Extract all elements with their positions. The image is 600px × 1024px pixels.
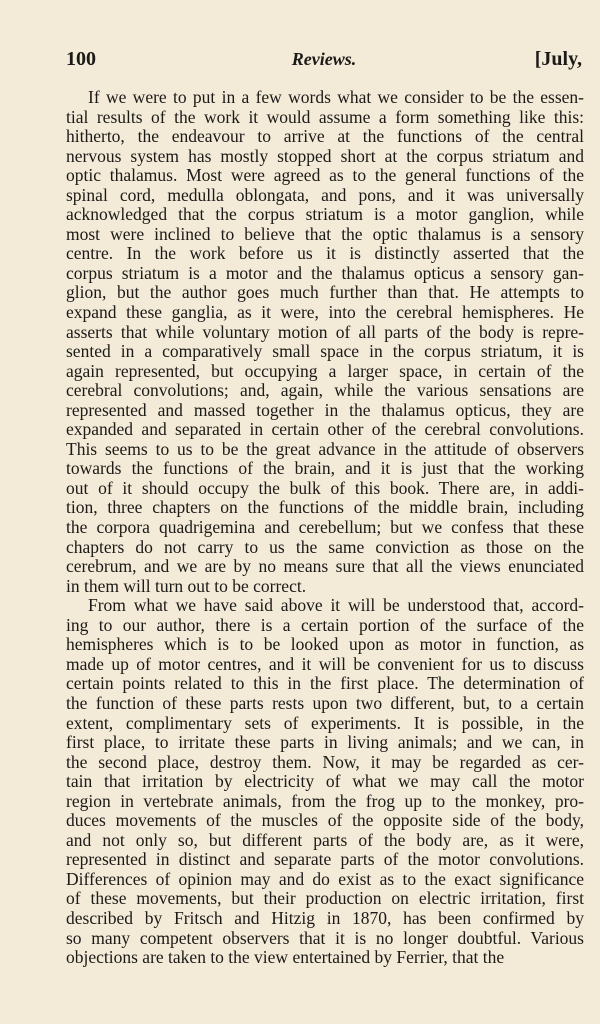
- text-line: represented in distinct and separate parts of the motor convolutions.: [66, 849, 584, 870]
- text-line: cerebral convolutions; and, again, while the various sensations are: [66, 380, 584, 401]
- text-line: again represented, but occupying a larger space, in certain of the: [66, 360, 584, 381]
- text-line: hemispheres which is to be looked upon as motor in function, as: [66, 634, 584, 655]
- text-line: centre. In the work before us it is distinctly asserted that the: [66, 243, 584, 264]
- paragraph: [66, 88, 584, 596]
- text-line: duces movements of the muscles of the opposite side of the body,: [66, 810, 584, 831]
- issue-date: [July,: [534, 48, 582, 70]
- text-line: and not only so, but different parts of the body are, as it were,: [66, 829, 584, 850]
- text-line: of these movements, but their production on electric irritation, first: [66, 888, 584, 909]
- text-line: so many competent observers that it is no longer doubtful. Various: [66, 927, 584, 948]
- text-line: ing to our author, there is a certain portion of the surface of the: [66, 614, 584, 635]
- text-line: represented and massed together in the thalamus opticus, they are: [66, 399, 584, 420]
- page-body: [66, 88, 584, 968]
- text-line: From what we have said above it will be understood that, accord-: [88, 595, 584, 616]
- text-line: acknowledged that the corpus striatum is a motor ganglion, while: [66, 204, 584, 225]
- text-line: asserts that while voluntary motion of all parts of the body is repre-: [66, 321, 584, 342]
- running-title: Reviews.: [291, 49, 357, 69]
- text-line: made up of motor centres, and it will be convenient for us to discuss: [66, 653, 584, 674]
- text-line: glion, but the author goes much further than that. He attempts to: [66, 282, 584, 303]
- text-line: chapters do not carry to us the same conviction as those on the: [66, 536, 584, 557]
- text-line: described by Fritsch and Hitzig in 1870, has been confirmed by: [66, 907, 584, 928]
- text-line: region in vertebrate animals, from the frog up to the monkey, pro-: [66, 790, 584, 811]
- text-line: If we were to put in a few words what we consider to be the essen-: [88, 87, 584, 107]
- text-line: nervous system has mostly stopped short at the corpus striatum and: [66, 145, 584, 166]
- text-line: certain points related to this in the first place. The determination of: [66, 673, 584, 694]
- text-line: the second place, destroy them. Now, it may be regarded as cer-: [66, 751, 584, 772]
- text-line: in them will turn out to be correct.: [66, 575, 307, 596]
- text-line: sented in a comparatively small space in the corpus striatum, it is: [66, 341, 584, 362]
- text-line: expanded and separated in certain other of the cerebral convolutions.: [66, 419, 584, 440]
- paragraph: [66, 596, 584, 967]
- text-line: objections are taken to the view entertained by Ferrier, that the: [66, 947, 505, 968]
- text-line: tion, three chapters on the functions of the middle brain, including: [66, 497, 584, 518]
- page-header: [66, 48, 582, 74]
- text-line: tain that irritation by electricity of what we may call the motor: [66, 771, 584, 792]
- text-line: most were inclined to believe that the optic thalamus is a sensory: [66, 223, 584, 244]
- text-line: corpus striatum is a motor and the thalamus opticus a sensory gan-: [66, 262, 584, 283]
- text-line: spinal cord, medulla oblongata, and pons, and it was universally: [66, 184, 584, 205]
- text-line: extent, complimentary sets of experiments. It is possible, in the: [66, 712, 584, 733]
- text-line: expand these ganglia, as it were, into the cerebral hemispheres. He: [66, 302, 584, 323]
- text-line: towards the functions of the brain, and it is just that the working: [66, 458, 584, 479]
- text-line: This seems to us to be the great advance in the attitude of observers: [66, 438, 584, 459]
- text-line: tial results of the work it would assume a form something like this:: [66, 106, 584, 127]
- text-line: cerebrum, and we are by no means sure that all the views enunciated: [66, 556, 584, 577]
- text-line: hitherto, the endeavour to arrive at the functions of the central: [66, 126, 584, 147]
- text-line: the corpora quadrigemina and cerebellum; but we confess that these: [66, 517, 584, 538]
- text-line: first place, to irritate these parts in living animals; and we can, in: [66, 732, 584, 753]
- text-line: out of it should occupy the bulk of this book. There are, in addi-: [66, 477, 584, 498]
- page-number: 100: [66, 48, 96, 70]
- text-line: the function of these parts rests upon two different, but, to a certain: [66, 692, 584, 713]
- text-line: Differences of opinion may and do exist as to the exact significance: [66, 868, 584, 889]
- text-line: optic thalamus. Most were agreed as to the general functions of the: [66, 165, 584, 186]
